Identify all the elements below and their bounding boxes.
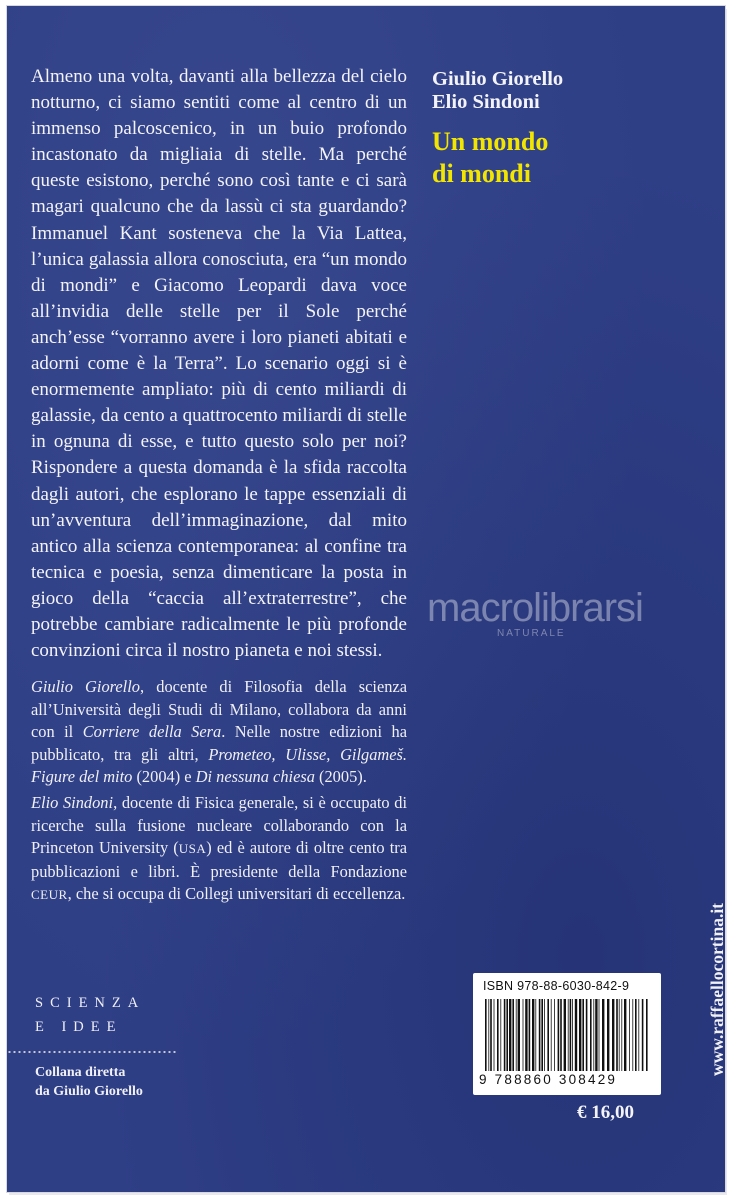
barcode-bar	[572, 999, 573, 1071]
barcode-bar	[512, 999, 514, 1071]
barcode-bar	[554, 999, 555, 1071]
barcode-bar	[646, 999, 648, 1071]
watermark: macrolibrarsi NATURALE	[427, 586, 643, 639]
barcode-bar	[621, 999, 622, 1071]
barcode-bar	[619, 999, 620, 1071]
barcode-bar	[500, 999, 501, 1071]
barcode-bar	[497, 999, 499, 1071]
barcode-bar	[629, 999, 630, 1071]
author-bio-sindoni: Elio Sindoni, docente di Fisica generale, si è occupato di ricerche sulla fusione nucleare collaborando con la Princeton University (USA) ed è autore di oltre cento tra pubblicazioni e libri. È presidente della Fondazione CEUR, che si occupa di Collegi universitari di eccellenza.	[31, 793, 407, 904]
barcode-bar	[506, 999, 508, 1071]
barcode-bar	[599, 999, 600, 1071]
bio-author-name: Elio Sindoni	[31, 793, 114, 812]
barcode-bar	[490, 999, 492, 1071]
series-name: SCIENZA E IDEE	[35, 995, 146, 1035]
barcode-bar	[529, 999, 531, 1071]
barcode-bar	[544, 999, 545, 1071]
barcode-bar	[541, 999, 543, 1071]
author-name: Elio Sindoni	[432, 91, 540, 113]
barcode-bar	[602, 999, 604, 1071]
barcode-bar	[579, 999, 581, 1071]
barcode-bar	[551, 999, 552, 1071]
barcode-bar	[582, 999, 584, 1071]
barcode-bar	[590, 999, 592, 1071]
blurb-text: Almeno una volta, davanti alla bellezza del cielo notturno, ci siamo sentiti come al centro di un immenso palcoscenico, in un buio profondo incastonato da migliaia di stelle. Ma perché queste esistono, perché sono così tante e ci sarà magari qualcuno che da lassù ci sta guardando? Immanuel Kant sosteneva che la Via Lattea, l’unica galassia allora conosciuta, era “un mondo di mondi” e Giacomo Leopardi dava voce all’invidia delle stelle per il Sole perché anch’esse “vorranno avere i loro pianeti abitati e adorni come è la Terra”. Lo scenario oggi si è enormemente ampliato: più di cento miliardi di galassie, da cento a quattrocento miliardi di stelle in ognuna di esse, e tutto questo solo per noi? Rispondere a questa domanda è la sfida raccolta dagli autori, che esplorano le tappe essenziali di un’avventura dell’immaginazione, dal mito antico alla scienza contemporanea: al confine tra tecnica e poesia, senza dimenticare la posta in gioco della “caccia all’extraterrestre”, che potrebbe cambiare radicalmente le più profonde convinzioni circa il nostro pianeta e noi stessi.	[31, 66, 407, 662]
barcode-bar	[509, 999, 511, 1071]
barcode-bar	[595, 999, 597, 1071]
book-title: Un mondo di mondi	[432, 127, 549, 188]
publisher-website: www.raffaellocortina.it	[707, 902, 727, 1076]
barcode-bar	[612, 999, 614, 1071]
barcode-bar	[485, 999, 487, 1071]
book-back-cover	[7, 6, 725, 1192]
barcode-bar	[494, 999, 495, 1071]
barcode-bars	[483, 999, 651, 1071]
author-bio-giorello: Giulio Giorello, docente di Filosofia della scienza all’Università degli Studi di Milano, collabora da anni con il Corriere della Sera. Nelle nostre edizioni ha pubblicato, tra gli altri, Prometeo, Ulisse, Gilgameš. Figure del mito (2004) e Di nessuna chiesa (2005).	[31, 677, 407, 787]
barcode	[473, 973, 661, 1095]
barcode-bar	[523, 999, 524, 1071]
barcode-bar	[593, 999, 594, 1071]
barcode-bar	[532, 999, 534, 1071]
barcode-bar	[560, 999, 562, 1071]
ean-number: 9 788860 308429	[479, 1072, 618, 1087]
barcode-bar	[525, 999, 527, 1071]
barcode-bar	[607, 999, 609, 1071]
isbn-label: ISBN 978-88-6030-842-9	[483, 979, 630, 993]
series-editor: Collana diretta da Giulio Giorello	[35, 1065, 143, 1099]
barcode-bar	[568, 999, 569, 1071]
barcode-bar	[518, 999, 520, 1071]
barcode-bar	[632, 999, 633, 1071]
author-names	[432, 68, 563, 114]
barcode-bar	[516, 999, 517, 1071]
price: € 16,00	[577, 1102, 634, 1123]
bio-author-name: Giulio Giorello	[31, 677, 140, 696]
dotted-divider	[7, 1051, 177, 1053]
barcode-bar	[539, 999, 541, 1071]
barcode-bar	[564, 999, 566, 1071]
author-name: Giulio Giorello	[432, 68, 564, 90]
barcode-bar	[535, 999, 536, 1071]
barcode-bar	[558, 999, 560, 1071]
barcode-bar	[547, 999, 549, 1071]
barcode-bar	[570, 999, 572, 1071]
barcode-bar	[575, 999, 577, 1071]
barcode-bar	[635, 999, 637, 1071]
barcode-bar	[488, 999, 489, 1071]
barcode-bar	[642, 999, 644, 1071]
barcode-bar	[504, 999, 506, 1071]
barcode-bar	[624, 999, 626, 1071]
barcode-bar	[638, 999, 639, 1071]
barcode-bar	[616, 999, 618, 1071]
barcode-bar	[586, 999, 588, 1071]
